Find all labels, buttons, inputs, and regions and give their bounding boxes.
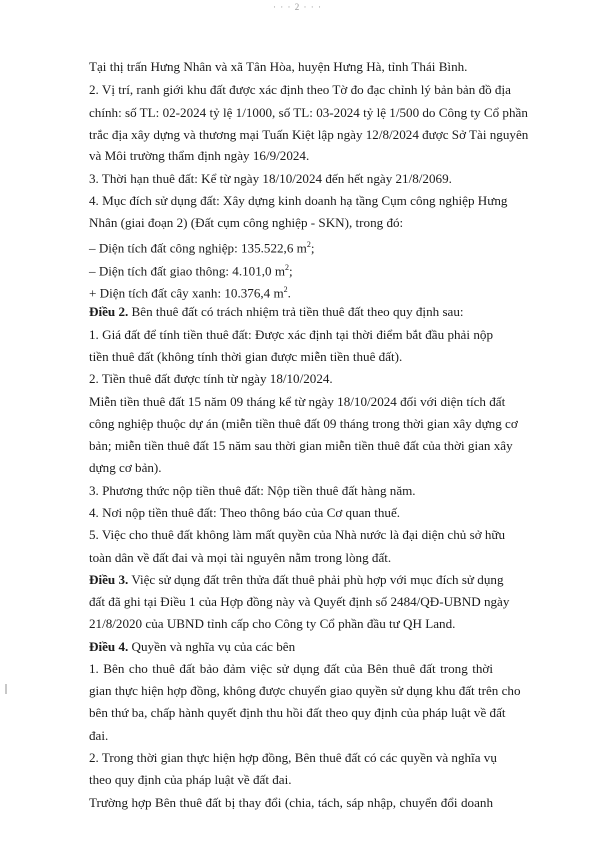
text-line: dựng cơ bản). — [89, 460, 162, 475]
item-punct: ; — [310, 240, 315, 256]
text-line: công nghiệp thuộc dự án (miễn tiền thuê đất 09 tháng trong thời gian xây dựng cơ — [89, 416, 518, 431]
text-line: trắc địa xây dựng và thương mại Tuấn Kiệt lập ngày 12/8/2024 được Sở Tài nguyên — [89, 127, 529, 142]
text-line: 4. Mục đích sử dụng đất: Xây dựng kinh doanh hạ tầng Cụm công nghiệp Hưng — [89, 193, 508, 208]
article-heading — [89, 639, 295, 655]
item-text: – Diện tích đất công nghiệp: 135.522,6 m — [89, 240, 307, 256]
text-line: 3. Phương thức nộp tiền thuê đất: Nộp tiền thuê đất hàng năm. — [89, 483, 416, 498]
text-line: toàn dân về đất đai và mọi tài nguyên nằm trong lòng đất. — [89, 550, 392, 565]
text-line: gian thực hiện hợp đồng, không được chuyển giao quyền sử dụng khu đất trên cho — [89, 683, 521, 698]
article-heading — [89, 304, 464, 320]
list-item — [89, 282, 291, 301]
article-text: Quyền và nghĩa vụ của các bên — [128, 639, 296, 654]
text-line: 21/8/2020 của UBND tỉnh cấp cho Công ty Cổ phần đầu tư QH Land. — [89, 616, 456, 631]
text-line: bản; miễn tiền thuê đất 15 năm sau thời gian miễn tiền thuê đất của thời gian xây — [89, 438, 513, 453]
superscript: 2 — [283, 285, 288, 294]
article-label: Điều 3. — [89, 572, 129, 587]
text-line: 1. Giá đất để tính tiền thuê đất: Được xác định tại thời điểm bắt đầu phải nộp — [89, 327, 493, 342]
text-line: 2. Trong thời gian thực hiện hợp đồng, Bên thuê đất có các quyền và nghĩa vụ — [89, 750, 497, 765]
scan-margin-mark — [5, 684, 7, 694]
item-punct: . — [287, 285, 291, 301]
item-punct: ; — [289, 263, 293, 279]
page-number-mark: · · · 2 · · · — [273, 2, 322, 12]
text-line: đai. — [89, 728, 109, 743]
superscript: 2 — [306, 240, 311, 249]
text-line: Miễn tiền thuê đất 15 năm 09 tháng kể từ ngày 18/10/2024 đối với diện tích đất — [89, 394, 506, 409]
text-line: bên thứ ba, chấp hành quyết định thu hồi đất theo quy định của pháp luật về đất — [89, 705, 506, 720]
text-line: Trường hợp Bên thuê đất bị thay đổi (chia, tách, sáp nhập, chuyển đổi doanh — [89, 795, 493, 810]
text-line: Tại thị trấn Hưng Nhân và xã Tân Hòa, huyện Hưng Hà, tỉnh Thái Bình. — [89, 59, 468, 74]
item-text: + Diện tích đất cây xanh: 10.376,4 m — [89, 285, 284, 301]
article-label: Điều 2. — [89, 304, 129, 319]
article-text: Bên thuê đất có trách nhiệm trả tiền thuê đất theo quy định sau: — [128, 304, 464, 319]
superscript: 2 — [285, 263, 290, 272]
text-line: 2. Vị trí, ranh giới khu đất được xác định theo Tờ đo đạc chỉnh lý bản bản đồ địa — [89, 82, 511, 97]
text-line: 4. Nơi nộp tiền thuê đất: Theo thông báo của Cơ quan thuế. — [89, 505, 401, 520]
article-label: Điều 4. — [89, 639, 129, 654]
article-text: Việc sử dụng đất trên thửa đất thuê phải phù hợp với mục đích sử dụng — [128, 572, 504, 587]
text-line: 5. Việc cho thuê đất không làm mất quyền của Nhà nước là đại diện chủ sở hữu — [89, 527, 506, 542]
text-line: và Môi trường thẩm định ngày 16/9/2024. — [89, 148, 310, 163]
list-item — [89, 260, 293, 279]
text-line: Nhân (giai đoạn 2) (Đất cụm công nghiệp - SKN), trong đó: — [89, 215, 404, 230]
text-line: 3. Thời hạn thuê đất: Kể từ ngày 18/10/2024 đến hết ngày 21/8/2069. — [89, 171, 452, 186]
article-heading — [89, 572, 504, 588]
item-text: – Diện tích đất giao thông: 4.101,0 m — [89, 263, 286, 279]
text-line: 1. Bên cho thuê đất bảo đảm việc sử dụng đất của Bên thuê đất trong thời — [89, 661, 493, 676]
list-item — [89, 237, 314, 256]
text-line: theo quy định của pháp luật về đất đai. — [89, 772, 292, 787]
text-line: chính: số TL: 02-2024 tỷ lệ 1/1000, số TL: 03-2024 tỷ lệ 1/500 do Công ty Cổ phần — [89, 105, 528, 120]
text-line: tiền thuê đất (không tính thời gian được miễn tiền thuê đất). — [89, 349, 403, 364]
text-line: 2. Tiền thuê đất được tính từ ngày 18/10/2024. — [89, 371, 333, 386]
text-line: đất đã ghi tại Điều 1 của Hợp đồng này và Quyết định số 2484/QĐ-UBND ngày — [89, 594, 510, 609]
